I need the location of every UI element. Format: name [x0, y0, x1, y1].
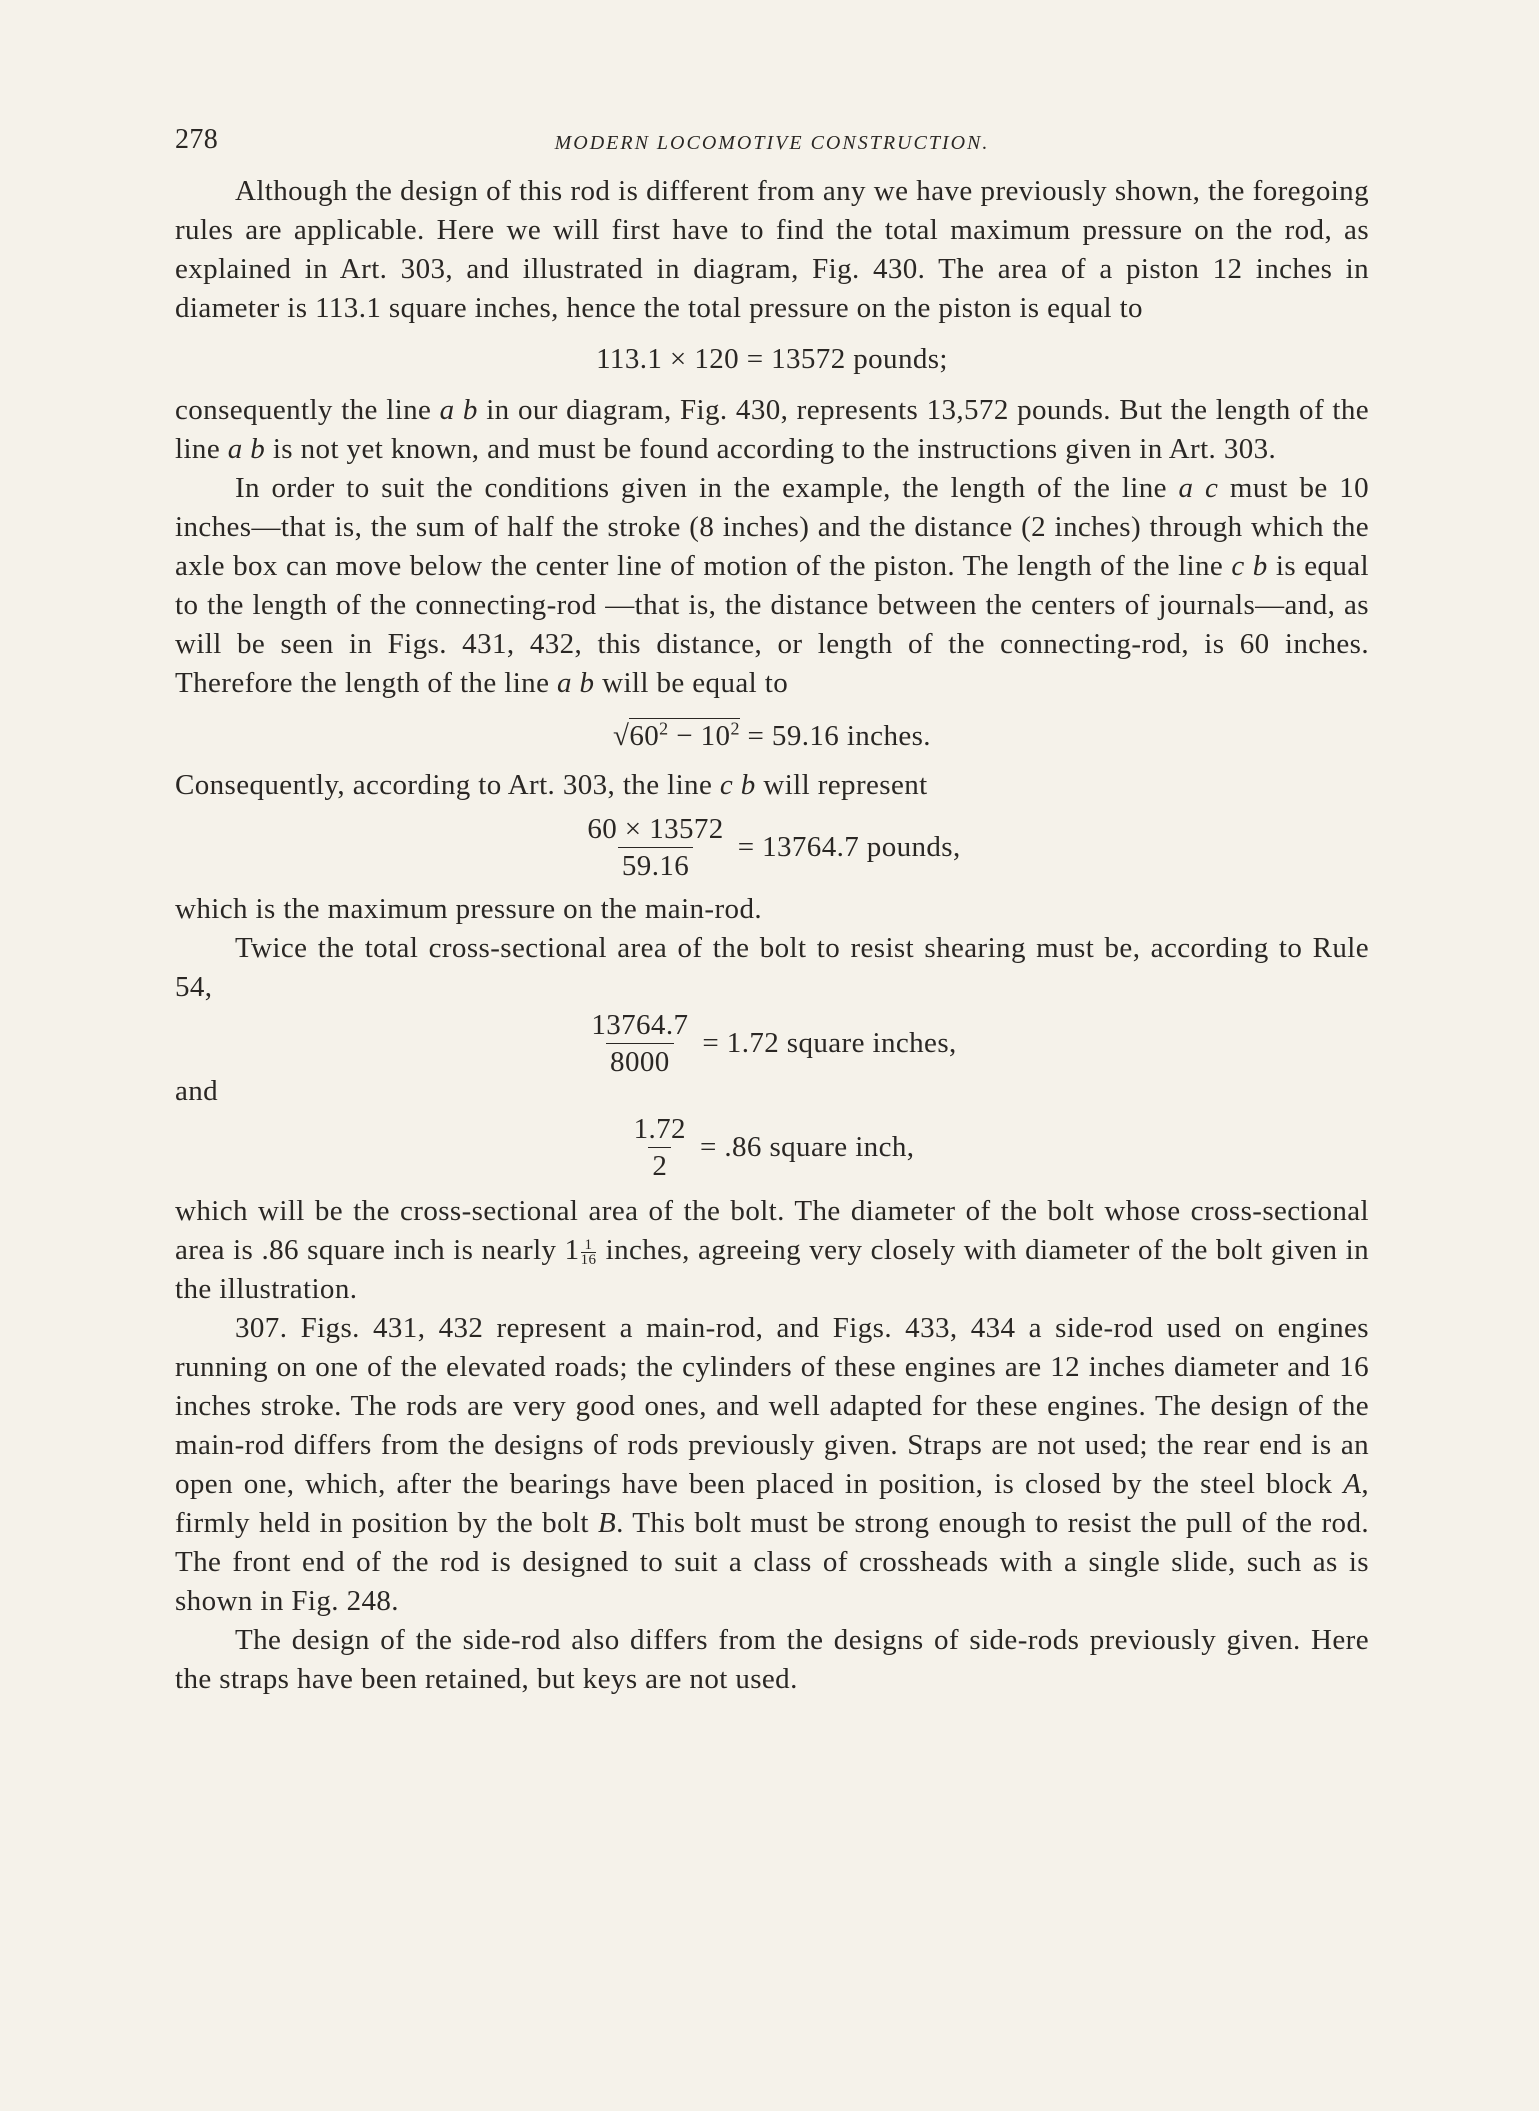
fraction: $\frac{60 \times 13572}{59.16}$	[587, 813, 724, 882]
paragraph-9: The design of the side-rod also differs from the designs of side-rods previously given. Here the straps have been retained, but keys are not used.	[175, 1624, 1369, 1695]
equation-piston-pressure: 113.1 × 120 = 13572 pounds;	[596, 343, 948, 375]
page-number: 278	[175, 124, 219, 155]
paragraph-6: Twice the total cross-sectional area of the bolt to resist shearing must be, according to Rule 54,	[175, 932, 1369, 1003]
paragraph-2: consequently the line a b in our diagram, Fig. 430, represents 13,572 pounds. But the length of the line a b is not yet known, and must be found according to the instructions given in Art. 303.	[175, 394, 1370, 465]
paragraph-1: Although the design of this rod is different from any we have previously shown, the foregoing rules are applicable. Here we will first have to find the total maximum pressure on the rod, as explained in Art. 303, and illustrated in diagram, Fig. 430. The area of a piston 12 inches in diameter is 113.1 square inches, hence the total pressure on the piston is equal to	[175, 175, 1369, 324]
paragraph-7: which will be the cross-sectional area of the bolt. The diameter of the bolt whose cross-sectional area is .86 square inch is nearly 1 $\frac{1}{16}$ inches, agreeing very closely with diameter of the bolt given in the illustration.	[175, 1195, 1370, 1305]
equation-square-root: $√60^2 - 10^2 = 59.16$ inches.	[613, 718, 931, 752]
fraction: $\frac{13764.7}{8000}$	[591, 1009, 689, 1078]
paragraph-4: Consequently, according to Art. 303, the line c b will represent	[175, 769, 928, 801]
paragraph-5: which is the maximum pressure on the main-rod.	[175, 893, 763, 925]
inline-fraction: $\frac{1}{16}$	[580, 1236, 597, 1268]
page-content	[175, 118, 1369, 1699]
and-text: and	[175, 1075, 219, 1107]
equation-half-area: $\frac{1.72}{2}$ = .86 square inch,	[175, 1113, 1369, 1182]
paragraph-8: 307. Figs. 431, 432 represent a main-rod, and Figs. 433, 434 a side-rod used on engines running on one of the elevated roads; the cylinders of these engines are 12 inches diameter and 16 inches stroke. The rods are very good ones, and well adapted for these engines. The design of the main-rod differs from the designs of rods previously given. Straps are not used; the rear end is an open one, which, after the bearings have been placed in position, is closed by the steel block A, firmly held in position by the bolt B. This bolt must be strong enough to resist the pull of the rod. The front end of the rod is designed to suit a class of crossheads with a single slide, such as is shown in Fig. 248.	[175, 1312, 1370, 1617]
fraction: $\frac{1.72}{2}$	[633, 1113, 686, 1182]
paragraph-3: In order to suit the conditions given in the example, the length of the line a c must be 10 inches—that is, the sum of half the stroke (8 inches) and the distance (2 inches) through which the axle box can move below the center line of motion of the piston. The length of the line c b is equal to the length of the connecting-rod —that is, the distance between the centers of journals—and, as will be seen in Figs. 431, 432, this distance, or length of the connecting-rod, is 60 inches. Therefore the length of the line a b will be equal to	[175, 472, 1370, 699]
page-header	[175, 118, 1369, 160]
equation-main-rod-pressure: $\frac{60 \times 13572}{59.16}$ = 13764.7 pounds,	[175, 813, 1369, 882]
running-title: MODERN LOCOMOTIVE CONSTRUCTION.	[554, 132, 990, 154]
equation-bolt-area: $\frac{13764.7}{8000}$ = 1.72 square inches,	[175, 1009, 1369, 1078]
